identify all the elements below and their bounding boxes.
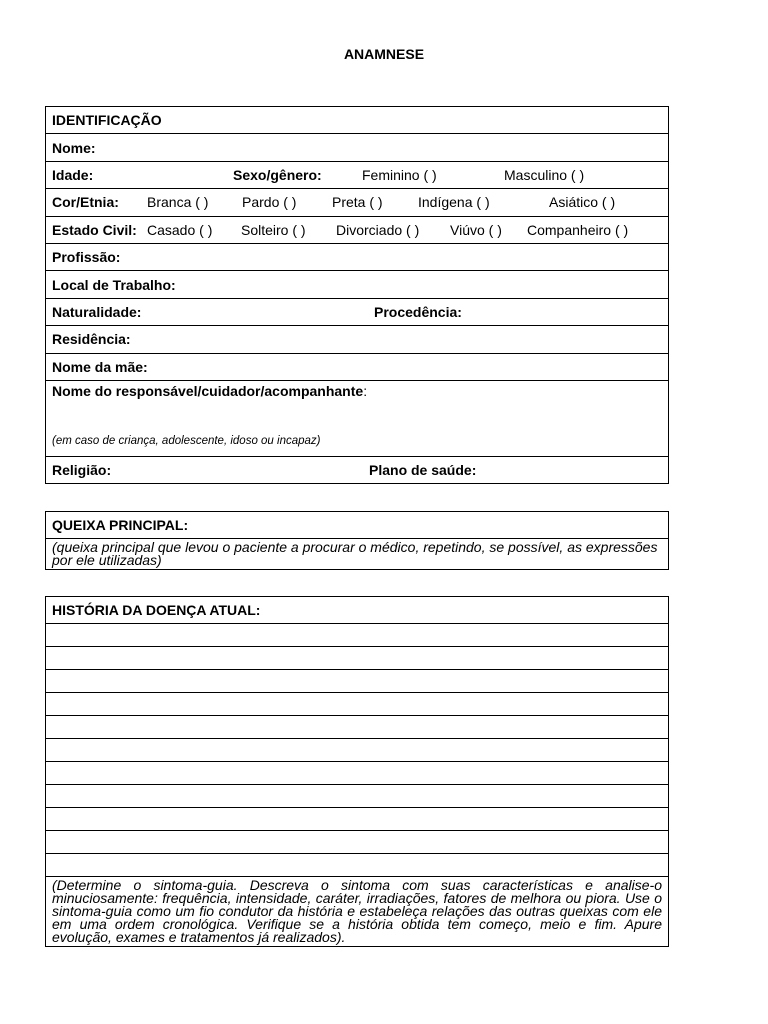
queixa-header: QUEIXA PRINCIPAL: [46,512,669,539]
hda-table [45,596,669,947]
hda-line[interactable] [46,693,669,716]
nome-mae-label: Nome da mãe: [52,358,148,375]
queixa-table [45,511,669,570]
cor-etnia-row [46,189,669,216]
idade-sexo-row[interactable] [46,161,669,188]
residencia-row[interactable] [46,326,669,353]
identificacao-table [45,106,669,484]
hda-line[interactable] [46,624,669,647]
responsavel-note: (em caso de criança, adolescente, idoso ou incapaz) [52,434,321,447]
estado-casado-option[interactable]: Casado ( ) [147,221,213,238]
responsavel-row[interactable] [46,380,669,456]
profissao-row[interactable] [46,243,669,270]
hda-note: (Determine o sintoma-guia. Descreva o sintoma com suas características e analise-o minuciosamente: frequência, intensidade, caráter, irradiações, fatores de melhora ou piora. Use o sintoma-guia como um fio condutor da história e estabeleça relações das outras queixas com ele em uma ordem cronológica. Verifique se a história obtida tem começo, meio e fim. Apure evolução, exames e tratamentos já realizados). [46,877,669,947]
nome-row[interactable] [46,134,669,161]
naturalidade-row[interactable] [46,298,669,325]
nome-mae-row[interactable] [46,353,669,380]
responsavel-colon: : [363,382,368,399]
hda-line[interactable] [46,647,669,670]
hda-line[interactable] [46,762,669,785]
idade-label: Idade: [52,166,94,183]
profissao-label: Profissão: [52,249,121,266]
cor-indigena-option[interactable]: Indígena ( ) [418,194,490,211]
plano-saude-label: Plano de saúde: [369,462,477,479]
hda-line[interactable] [46,785,669,808]
hda-line[interactable] [46,670,669,693]
estado-companheiro-option[interactable]: Companheiro ( ) [527,221,629,238]
hda-line[interactable] [46,831,669,854]
page-title: ANAMNESE [343,46,425,62]
naturalidade-label: Naturalidade: [52,303,142,320]
identificacao-header: IDENTIFICAÇÃO [46,107,669,134]
sexo-feminino-option[interactable]: Feminino ( ) [362,166,437,183]
estado-civil-label: Estado Civil: [52,221,137,238]
cor-asiatico-option[interactable]: Asiático ( ) [549,194,616,211]
cor-etnia-label: Cor/Etnia: [52,194,119,211]
responsavel-label: Nome do responsável/cuidador/acompanhante [52,382,364,399]
cor-branca-option[interactable]: Branca ( ) [147,194,209,211]
estado-civil-row [46,216,669,243]
nome-label: Nome: [52,139,96,156]
religiao-label: Religião: [52,462,112,479]
estado-solteiro-option[interactable]: Solteiro ( ) [241,221,306,238]
cor-pardo-option[interactable]: Pardo ( ) [242,194,297,211]
procedencia-label: Procedência: [374,303,462,320]
estado-divorciado-option[interactable]: Divorciado ( ) [336,221,420,238]
residencia-label: Residência: [52,331,131,348]
religiao-row[interactable] [46,456,669,483]
cor-preta-option[interactable]: Preta ( ) [332,194,383,211]
hda-header: HISTÓRIA DA DOENÇA ATUAL: [46,597,669,624]
sexo-label: Sexo/gênero: [233,166,322,183]
local-trabalho-label: Local de Trabalho: [52,276,176,293]
hda-line[interactable] [46,808,669,831]
hda-line[interactable] [46,739,669,762]
sexo-masculino-option[interactable]: Masculino ( ) [504,166,585,183]
local-trabalho-row[interactable] [46,271,669,298]
queixa-note[interactable]: (queixa principal que levou o paciente a procurar o médico, repetindo, se possível, as expressões por ele utilizadas) [46,539,669,570]
hda-line[interactable] [46,854,669,877]
estado-viuvo-option[interactable]: Viúvo ( ) [450,221,502,238]
hda-line[interactable] [46,716,669,739]
